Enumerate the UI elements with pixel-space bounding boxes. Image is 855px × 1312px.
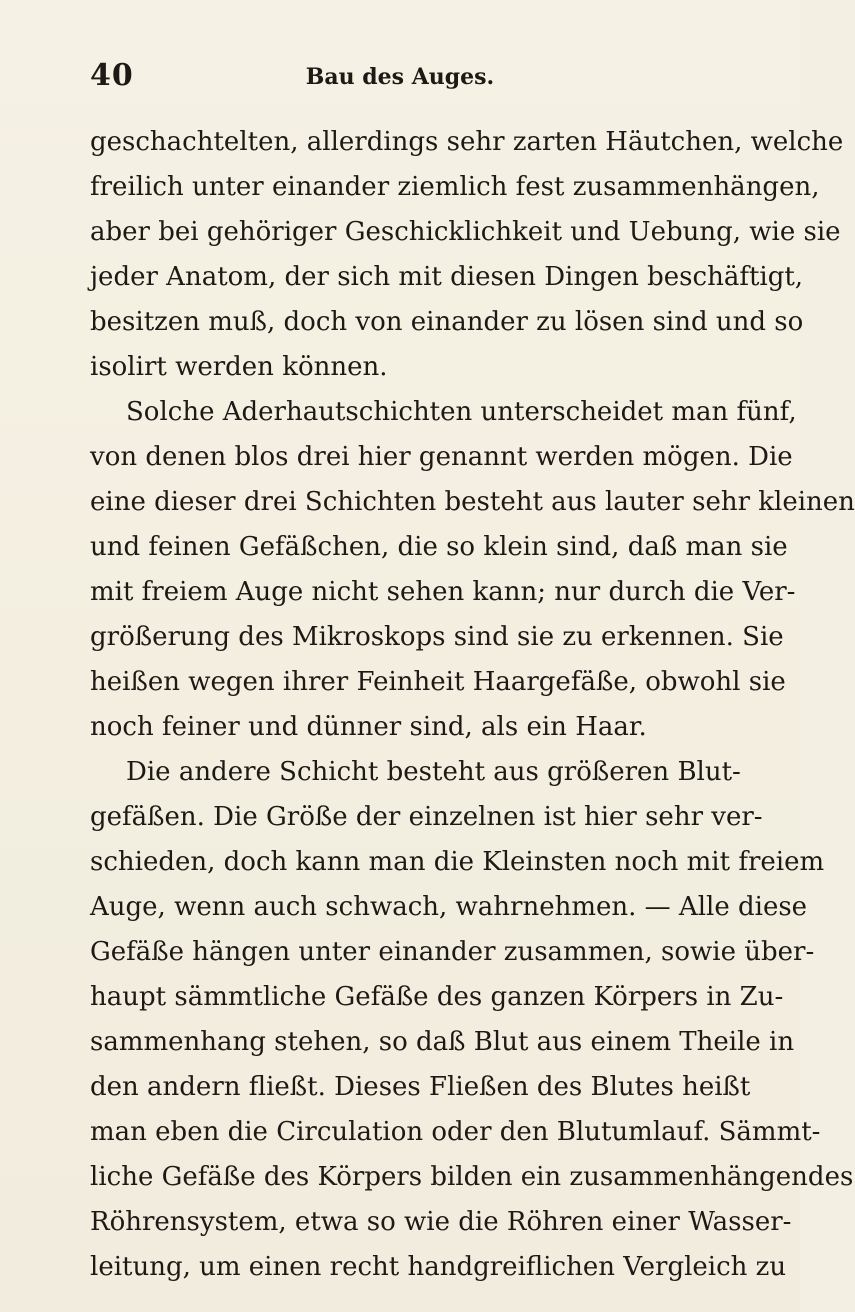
- text-line: Röhrensystem, etwa so wie die Röhren einer Wasser-: [90, 1207, 792, 1237]
- text-line: liche Gefäße des Körpers bilden ein zusammenhängendes: [90, 1162, 854, 1192]
- text-line: gefäßen. Die Größe der einzelnen ist hier sehr ver-: [90, 802, 763, 832]
- running-title: Bau des Auges.: [305, 64, 495, 90]
- text-line: mit freiem Auge nicht sehen kann; nur durch die Ver-: [90, 577, 796, 607]
- text-line: und feinen Gefäßchen, die so klein sind, daß man sie: [90, 532, 788, 562]
- text-line: Gefäße hängen unter einander zusammen, sowie über-: [90, 937, 815, 967]
- text-line: haupt sämmtliche Gefäße des ganzen Körpers in Zu-: [90, 982, 784, 1012]
- text-line: Auge, wenn auch schwach, wahrnehmen. — Alle diese: [90, 892, 808, 922]
- text-line: noch feiner und dünner sind, als ein Haar.: [90, 712, 647, 742]
- text-line: jeder Anatom, der sich mit diesen Dingen beschäftigt,: [90, 262, 804, 292]
- text-line: isolirt werden können.: [90, 352, 388, 382]
- text-line: man eben die Circulation oder den Blutumlauf. Sämmt-: [90, 1117, 821, 1147]
- text-line: sammenhang stehen, so daß Blut aus einem Theile in: [90, 1027, 795, 1057]
- text-line: heißen wegen ihrer Feinheit Haargefäße, obwohl sie: [90, 667, 786, 697]
- page-number: 40: [90, 58, 134, 93]
- text-line: von denen blos drei hier genannt werden mögen. Die: [90, 442, 793, 472]
- page-header: [0, 58, 800, 102]
- text-line: schieden, doch kann man die Kleinsten noch mit freiem: [90, 847, 825, 877]
- text-line: größerung des Mikroskops sind sie zu erkennen. Sie: [90, 622, 784, 652]
- text-line: geschachtelten, allerdings sehr zarten Häutchen, welche: [90, 127, 844, 157]
- text-line: den andern fließt. Dieses Fließen des Blutes heißt: [90, 1072, 751, 1102]
- text-line: eine dieser drei Schichten besteht aus lauter sehr kleinen: [90, 487, 855, 517]
- text-line: besitzen muß, doch von einander zu lösen sind und so: [90, 307, 804, 337]
- text-line: Die andere Schicht besteht aus größeren Blut-: [126, 757, 741, 787]
- text-line: freilich unter einander ziemlich fest zusammenhängen,: [90, 172, 820, 202]
- text-line: leitung, um einen recht handgreiflichen Vergleich zu: [90, 1252, 787, 1282]
- text-line: Solche Aderhautschichten unterscheidet man fünf,: [126, 397, 797, 427]
- text-line: aber bei gehöriger Geschicklichkeit und Uebung, wie sie: [90, 217, 841, 247]
- body-text: [90, 120, 855, 1290]
